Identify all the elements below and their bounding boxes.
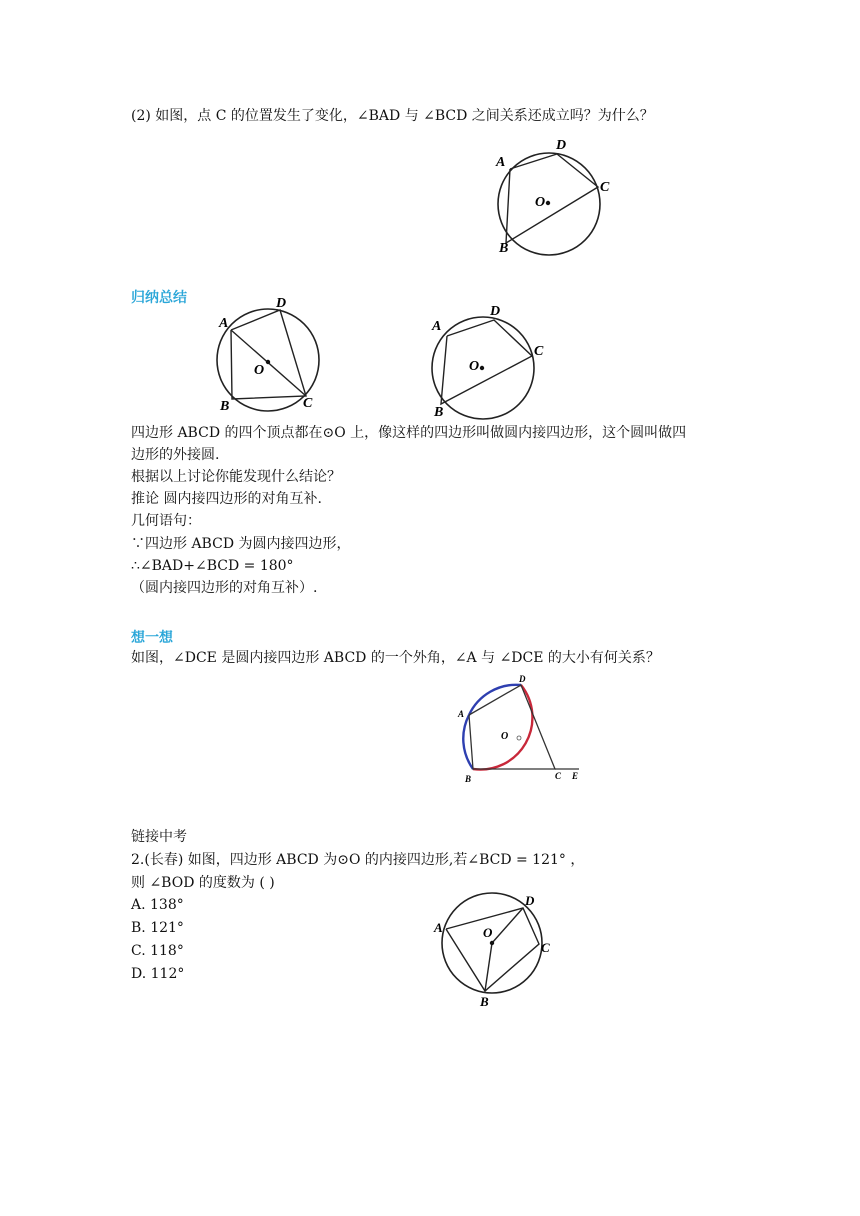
- label-O: O: [254, 363, 265, 378]
- figure-quadrilateral-2: [210, 293, 330, 413]
- label-O: O: [535, 195, 546, 210]
- summary-therefore: ∴∠BAD+∠BCD = 180°: [131, 558, 294, 574]
- label-C: C: [303, 396, 313, 411]
- figure-exterior-angle: [455, 672, 585, 792]
- label-D: D: [556, 138, 567, 153]
- option-c: C. 118°: [131, 943, 184, 959]
- label-C: C: [600, 180, 610, 195]
- label-A: A: [458, 709, 465, 719]
- label-D: D: [490, 304, 501, 319]
- label-A: A: [219, 316, 229, 331]
- think-prompt: 如图，∠DCE 是圆内接四边形 ABCD 的一个外角，∠A 与 ∠DCE 的大小有何关系？: [131, 650, 660, 666]
- summary-para-line1: 四边形 ABCD 的四个顶点都在⊙O 上，像这样的四边形叫做圆内接四边形，这个圆叫做四: [131, 425, 687, 441]
- label-A: A: [434, 920, 443, 935]
- exam-heading: 链接中考: [131, 829, 187, 845]
- exam-question-line2: 则 ∠BOD 的度数为 ( ): [131, 875, 275, 891]
- summary-because: ∵四边形 ABCD 为圆内接四边形，: [131, 536, 351, 552]
- label-A: A: [496, 155, 506, 170]
- option-b: B. 121°: [131, 920, 184, 936]
- figure-quadrilateral-1: [490, 135, 620, 260]
- label-B: B: [465, 774, 472, 784]
- summary-inference: 推论 圆内接四边形的对角互补.: [131, 491, 322, 507]
- summary-reason: （圆内接四边形的对角互补）.: [131, 580, 318, 596]
- summary-geo-label: 几何语句：: [131, 513, 201, 529]
- label-B: B: [499, 241, 509, 256]
- label-B: B: [480, 994, 489, 1009]
- label-C: C: [555, 771, 562, 781]
- summary-heading: 归纳总结: [131, 290, 187, 306]
- summary-question: 根据以上讨论你能发现什么结论？: [131, 469, 341, 485]
- label-O: O: [483, 925, 493, 940]
- question-2-text: (2) 如图，点 C 的位置发生了变化，∠BAD 与 ∠BCD 之间关系还成立吗？为什么？: [131, 108, 654, 124]
- label-B: B: [434, 405, 444, 420]
- label-E: E: [572, 771, 579, 781]
- think-heading: 想一想: [131, 630, 173, 646]
- label-C: C: [541, 940, 550, 955]
- option-d: D. 112°: [131, 966, 185, 982]
- label-D: D: [525, 893, 535, 908]
- option-a: A. 138°: [131, 897, 184, 913]
- label-D: D: [276, 296, 287, 311]
- label-O: O: [501, 731, 509, 742]
- label-A: A: [432, 319, 442, 334]
- label-C: C: [534, 344, 544, 359]
- label-D: D: [519, 674, 526, 684]
- label-B: B: [220, 399, 230, 414]
- exam-question-line1: 2.(长春) 如图，四边形 ABCD 为⊙O 的内接四边形,若∠BCD = 121° ，: [131, 852, 585, 868]
- summary-para-line2: 边形的外接圆.: [131, 447, 220, 463]
- label-O: O: [469, 359, 480, 374]
- figure-exam: [432, 890, 557, 1015]
- figure-quadrilateral-3: [425, 298, 555, 423]
